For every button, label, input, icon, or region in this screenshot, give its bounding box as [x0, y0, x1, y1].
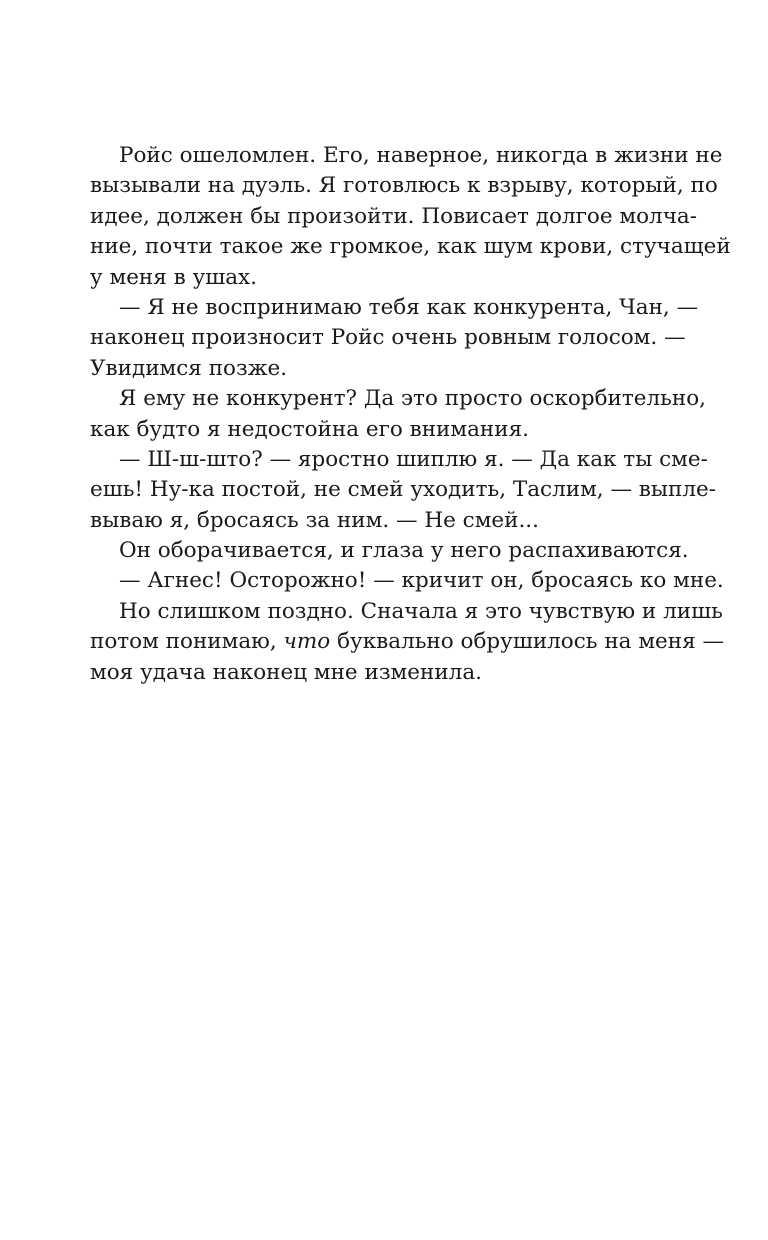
- text-line: наконец произносит Ройс очень ровным голосом. —: [90, 325, 686, 351]
- text-line: Он оборачивается, и глаза у него распахиваются.: [119, 538, 689, 564]
- text-line: у меня в ушах.: [90, 264, 258, 290]
- text-line: вызывали на дуэль. Я готовлюсь к взрыву, который, по: [90, 173, 718, 199]
- text-line: — Агнес! Осторожно! — кричит он, бросаясь ко мне.: [119, 568, 724, 594]
- text-fragment: буквально обрушилось на меня —: [337, 629, 724, 655]
- text-fragment: потом понимаю,: [90, 629, 277, 655]
- text-line: Увидимся позже.: [90, 355, 288, 381]
- text-line: вываю я, бросаясь за ним. — Не смей...: [90, 507, 539, 533]
- text-line: — Я не воспринимаю тебя как конкурента, Чан, —: [119, 294, 699, 320]
- text-line: Но слишком поздно. Сначала я это чувствую и лишь: [119, 598, 723, 624]
- text-line: — Ш-ш-што? — яростно шиплю я. — Да как ты сме-: [119, 446, 708, 472]
- text-line: Ройс ошеломлен. Его, наверное, никогда в жизни не: [119, 143, 723, 168]
- text-line: как будто я недостойна его внимания.: [90, 416, 529, 442]
- text-line: Я ему не конкурент? Да это просто оскорбительно,: [119, 386, 706, 412]
- italic-word: что: [283, 629, 331, 655]
- text-line: идее, должен бы произойти. Повисает долгое молча-: [90, 203, 698, 229]
- text-line: ние, почти такое же громкое, как шум крови, стучащей: [90, 234, 731, 260]
- text-line: моя удача наконец мне изменила.: [90, 659, 482, 685]
- body-text: [90, 141, 731, 688]
- text-line: ешь! Ну-ка постой, не смей уходить, Таслим, — выпле-: [90, 477, 716, 503]
- text-line: [90, 627, 724, 657]
